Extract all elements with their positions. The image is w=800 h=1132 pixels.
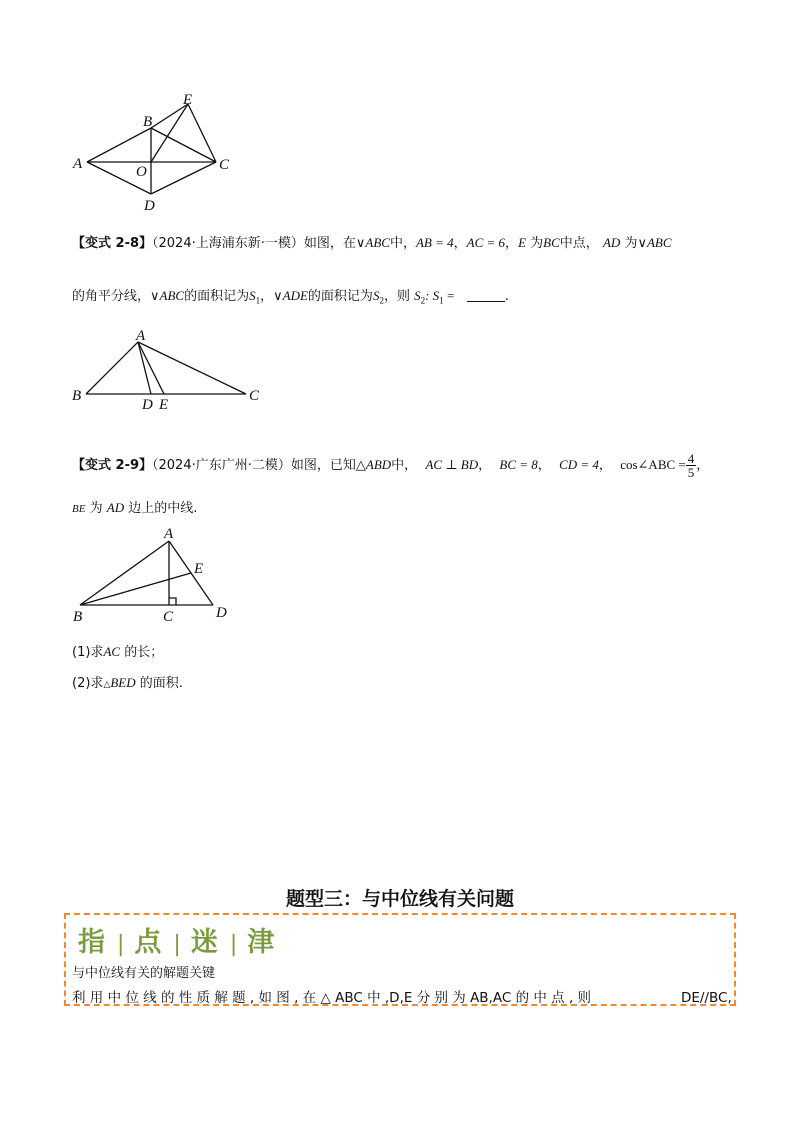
- figure-3-triangle-abd: [70, 524, 240, 624]
- fig3-label-d: D: [216, 605, 227, 621]
- problem-2-9-line-2: BE 为 AD 边上的中线.: [72, 500, 198, 516]
- section-title: 题型三：与中位线有关问题: [285, 888, 514, 910]
- answer-blank[interactable]: [467, 289, 505, 302]
- fig3-label-e: E: [194, 561, 204, 577]
- problem-2-9-line-1: 【变式 2-9】（2024·广东广州·二模）如图，已知△ABD中， AC ⊥ BD， BC = 8， CD = 4， cos∠ABC = $\frac{4}{5}$ ，: [72, 451, 710, 480]
- fig1-label-a: A: [73, 156, 83, 172]
- tip-separator: |: [173, 932, 181, 957]
- fig3-label-c: C: [163, 609, 174, 624]
- tip-separator: |: [229, 932, 238, 957]
- fig2-label-c: C: [249, 388, 260, 404]
- fig2-label-d: D: [142, 397, 153, 412]
- tip-banner: [78, 920, 276, 959]
- triangle-symbol: ∨: [273, 289, 283, 304]
- fig1-label-e: E: [183, 92, 193, 108]
- problem-2-8-line-1: 【变式 2-8】（2024·上海浦东新·一模）如图，在∨ABC中，AB = 4，AC = 6，E 为BC中点， AD 为∨ABC: [72, 235, 672, 251]
- tip-line-end: DE//BC,: [681, 990, 732, 1006]
- problem-2-8-tag: 【变式 2-8】: [72, 236, 153, 251]
- problem-2-9-tag: 【变式 2-9】: [72, 458, 153, 473]
- problem-2-8-line-2: 的角平分线，∨ABC的面积记为$S_1$，∨ADE的面积记为$S_2$，则 $S_2$: $S_1$ = .: [72, 288, 509, 306]
- fig1-label-o: O: [136, 164, 147, 180]
- tip-char-3: 迷: [190, 927, 220, 958]
- question-2: (2)求△BED 的面积.: [72, 675, 183, 691]
- tip-char-1: 指: [78, 927, 107, 958]
- fig2-label-a: A: [136, 328, 146, 344]
- tip-char-4: 津: [247, 927, 277, 958]
- fig3-label-a: A: [164, 526, 174, 542]
- triangle-symbol: △: [355, 458, 366, 473]
- fraction-four-fifths: $\frac{4}{5}$: [687, 451, 695, 480]
- fig1-label-b: B: [143, 114, 153, 130]
- fig2-label-e: E: [159, 397, 169, 412]
- triangle-symbol: ∨: [637, 236, 647, 251]
- figure-1-quadrilateral: [70, 92, 240, 214]
- fig2-label-b: B: [72, 388, 82, 404]
- fig1-label-d: D: [144, 198, 155, 214]
- triangle-symbol: ∨: [150, 289, 160, 304]
- figure-2-triangle-abc: [70, 326, 270, 412]
- tip-line: 利 用 中 位 线 的 性 质 解 题 , 如 图 , 在 △ ABC 中 ,D,E 分 别 为 AB,AC 的 中 点 , 则: [72, 990, 592, 1006]
- fig3-label-b: B: [73, 609, 83, 624]
- tip-heading: 与中位线有关的解题关键: [72, 966, 216, 981]
- fig1-label-c: C: [219, 157, 230, 173]
- question-1: (1)求AC 的长；: [72, 644, 164, 660]
- tip-char-2: 点: [134, 927, 164, 958]
- tip-separator: |: [117, 932, 125, 957]
- triangle-symbol: ∨: [355, 236, 366, 251]
- triangle-symbol: △: [103, 680, 111, 690]
